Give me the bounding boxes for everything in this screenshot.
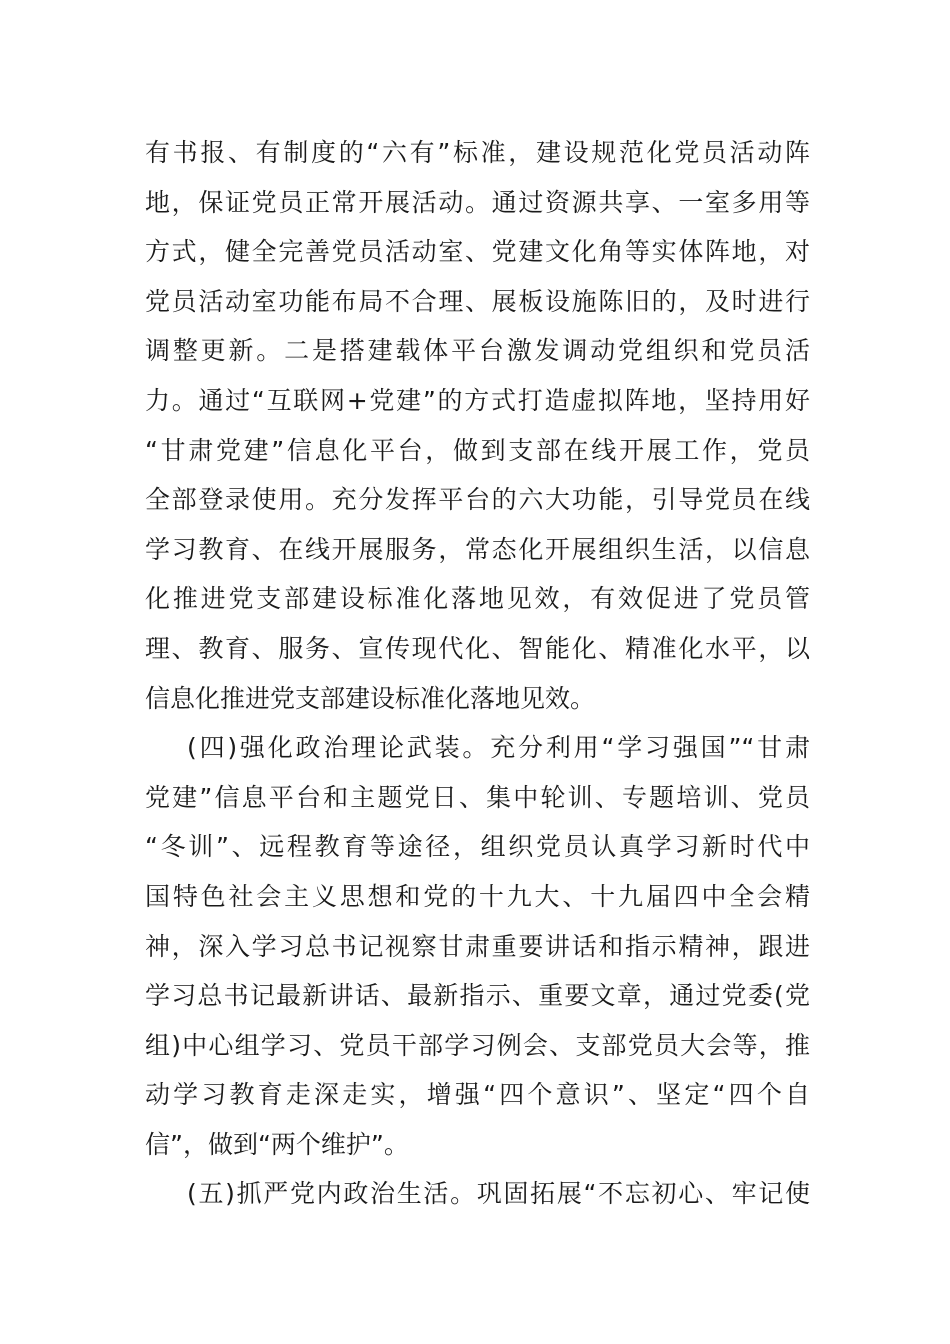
text-line: 全部登录使用。充分发挥平台的六大功能，引导党员在线 <box>145 485 810 515</box>
text-line: 学习教育、在线开展服务，常态化开展组织生活，以信息 <box>145 534 810 564</box>
text-line: 党员活动室功能布局不合理、展板设施陈旧的，及时进行 <box>145 286 810 316</box>
text-line: 学习总书记最新讲话、最新指示、重要文章，通过党委(党 <box>145 981 810 1011</box>
text-line: 信息化推进党支部建设标准化落地见效。 <box>145 683 596 713</box>
text-line: 神，深入学习总书记视察甘肃重要讲话和指示精神，跟进 <box>145 931 810 961</box>
text-line: 有书报、有制度的“六有”标准，建设规范化党员活动阵 <box>145 138 810 167</box>
text-line: 方式，健全完善党员活动室、党建文化角等实体阵地，对 <box>145 237 810 267</box>
text-line: 动学习教育走深走实，增强“四个意识”、坚定“四个自 <box>145 1080 810 1110</box>
text-line: 党建”信息平台和主题党日、集中轮训、专题培训、党员 <box>145 782 810 812</box>
text-line: 地，保证党员正常开展活动。通过资源共享、一室多用等 <box>145 187 810 217</box>
document-body <box>145 128 810 1219</box>
section-heading-4: (四)强化政治理论武装。充分利用“学习强国”“甘肃 <box>187 733 810 763</box>
text-line: 理、教育、服务、宣传现代化、智能化、精准化水平，以 <box>145 633 810 663</box>
text-line: 力。通过“互联网+党建”的方式打造虚拟阵地，坚持用好 <box>145 385 810 415</box>
text-line: 化推进党支部建设标准化落地见效，有效促进了党员管 <box>145 584 810 614</box>
text-line: 组)中心组学习、党员干部学习例会、支部党员大会等，推 <box>145 1030 810 1060</box>
text-line: “冬训”、远程教育等途径，组织党员认真学习新时代中 <box>145 832 810 862</box>
text-line: 信”，做到“两个维护”。 <box>145 1129 409 1159</box>
section-heading-5: (五)抓严党内政治生活。巩固拓展“不忘初心、牢记使 <box>187 1179 810 1209</box>
text-line: “甘肃党建”信息化平台，做到支部在线开展工作，党员 <box>145 435 810 465</box>
text-line: 调整更新。二是搭建载体平台激发调动党组织和党员活 <box>145 336 810 366</box>
text-line: 国特色社会主义思想和党的十九大、十九届四中全会精 <box>145 881 810 911</box>
